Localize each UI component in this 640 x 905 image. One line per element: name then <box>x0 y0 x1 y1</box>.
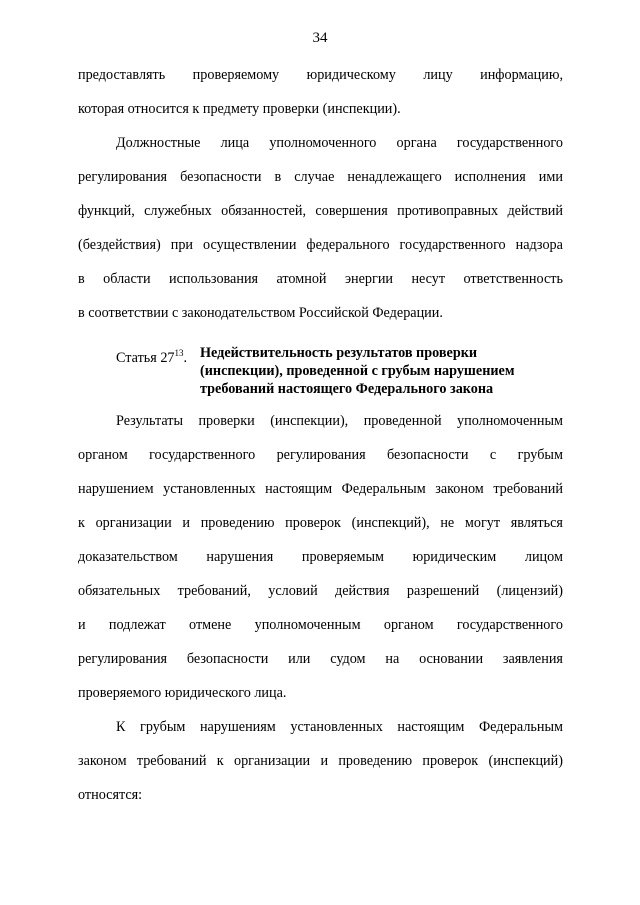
word: юридическому <box>306 67 396 83</box>
word: нарушениям <box>199 719 276 735</box>
text-line <box>78 752 563 770</box>
word: организации <box>95 515 172 531</box>
word: уполномоченным <box>457 413 563 429</box>
word: проведению <box>338 753 413 769</box>
word: или <box>288 651 311 667</box>
word: органом <box>78 447 128 463</box>
word: не <box>440 515 455 531</box>
word: ненадлежащего <box>347 169 442 185</box>
text-line <box>78 446 563 464</box>
article-title-line: требований настоящего Федерального закона <box>200 381 494 397</box>
word: проведению <box>200 515 275 531</box>
word: противоправных <box>397 203 499 219</box>
word: на <box>385 651 400 667</box>
article-superscript: 13 <box>174 348 184 358</box>
word: действия <box>335 583 390 599</box>
word: исполнения <box>454 169 526 185</box>
word: ими <box>538 169 563 185</box>
word: в <box>78 271 85 287</box>
word: законом <box>78 753 127 769</box>
word: надзора <box>515 237 563 253</box>
word: юридическим <box>412 549 497 565</box>
word: регулирования <box>78 169 168 185</box>
word: требований, <box>177 583 251 599</box>
word: установленных <box>163 481 256 497</box>
word: лицу <box>423 67 453 83</box>
word: федерального <box>306 237 390 253</box>
word: заявления <box>502 651 563 667</box>
word: отмене <box>189 617 232 633</box>
word: обязательных <box>78 583 161 599</box>
word: грубым <box>517 447 563 463</box>
word: государственного <box>149 447 256 463</box>
word: энергии <box>344 271 394 287</box>
text-line: в соответствии с законодательством Российской Федерации. <box>78 305 443 321</box>
word: в <box>274 169 282 185</box>
word: и <box>182 515 191 531</box>
text-line <box>78 236 563 254</box>
word: государственного <box>399 237 506 253</box>
text-line <box>116 718 563 736</box>
word: к <box>216 753 224 769</box>
text-line <box>78 270 563 288</box>
word: (бездействия) <box>78 237 161 253</box>
word: безопасности <box>186 651 269 667</box>
word: уполномоченным <box>254 617 361 633</box>
article-label <box>116 344 187 367</box>
word: подлежат <box>108 617 166 633</box>
text-line: проверяемого юридического лица. <box>78 685 287 701</box>
word: регулирования <box>78 651 168 667</box>
word: совершения <box>315 203 388 219</box>
word: и <box>78 617 86 633</box>
word: законом <box>435 481 484 497</box>
word: организации <box>233 753 311 769</box>
word: предоставлять <box>78 67 166 83</box>
word: случае <box>294 169 335 185</box>
word: информацию, <box>480 67 563 83</box>
word: проверок <box>422 753 479 769</box>
text-line <box>78 548 563 566</box>
article-period: . <box>183 350 188 366</box>
text-line: которая относится к предмету проверки (инспекции). <box>78 101 401 117</box>
text-line <box>78 616 563 634</box>
word: действий <box>507 203 563 219</box>
word: являться <box>510 515 563 531</box>
text-line <box>78 480 563 498</box>
text-line <box>78 514 563 532</box>
word: требований <box>136 753 207 769</box>
word: настоящим <box>265 481 333 497</box>
word: функций, <box>78 203 135 219</box>
text-line <box>78 168 563 186</box>
word: проверяемому <box>192 67 280 83</box>
word: К <box>116 719 126 735</box>
word: органом <box>383 617 434 633</box>
word: судом <box>330 651 366 667</box>
page-number: 34 <box>312 30 328 46</box>
word: ответственность <box>463 271 563 287</box>
word: (инспекции), <box>270 413 349 429</box>
article-title-line: Недействительность результатов проверки <box>200 345 478 361</box>
word: требований <box>493 481 563 497</box>
word: грубым <box>140 719 186 735</box>
word: регулирования <box>276 447 366 463</box>
word: Результаты <box>116 413 183 429</box>
word: нарушением <box>78 481 154 497</box>
word: проверяемым <box>301 549 384 565</box>
word: использования <box>168 271 259 287</box>
word: и <box>320 753 329 769</box>
word: установленных <box>290 719 383 735</box>
word: (инспекций) <box>488 753 563 769</box>
word: к <box>78 515 85 531</box>
word: с <box>489 447 497 463</box>
word: служебных <box>144 203 212 219</box>
word: лица <box>220 135 250 151</box>
word: (инспекций), <box>351 515 430 531</box>
text-line <box>78 202 563 220</box>
word: могут <box>464 515 501 531</box>
word: осуществлении <box>203 237 297 253</box>
word: Должностные <box>116 135 201 151</box>
word: условий <box>268 583 318 599</box>
word: проверки <box>198 413 255 429</box>
word: государственного <box>456 617 563 633</box>
text-line <box>78 66 563 84</box>
word: проверок <box>285 515 341 531</box>
word: безопасности <box>387 447 469 463</box>
word: при <box>170 237 194 253</box>
word: Федеральным <box>478 719 563 735</box>
word: обязанностей, <box>221 203 307 219</box>
word: несут <box>411 271 446 287</box>
text-line <box>78 582 563 600</box>
text-line <box>116 134 563 152</box>
word: уполномоченного <box>269 135 377 151</box>
word: безопасности <box>180 169 262 185</box>
word: Федеральным <box>341 481 426 497</box>
text-line <box>78 650 563 668</box>
word: государственного <box>456 135 563 151</box>
word: основании <box>419 651 484 667</box>
word: доказательством <box>78 549 178 565</box>
word: органа <box>396 135 437 151</box>
word: лицом <box>524 549 563 565</box>
article-title <box>200 344 515 398</box>
text-line <box>116 412 563 430</box>
word: разрешений <box>406 583 480 599</box>
word: области <box>103 271 151 287</box>
article-number: Статья 27 <box>116 350 175 366</box>
word: (лицензий) <box>496 583 563 599</box>
word: нарушения <box>206 549 274 565</box>
article-title-line: (инспекции), проведенной с грубым нарушением <box>200 363 515 379</box>
text-line: относятся: <box>78 787 143 803</box>
word: настоящим <box>397 719 465 735</box>
word: проведенной <box>363 413 442 429</box>
word: атомной <box>276 271 327 287</box>
